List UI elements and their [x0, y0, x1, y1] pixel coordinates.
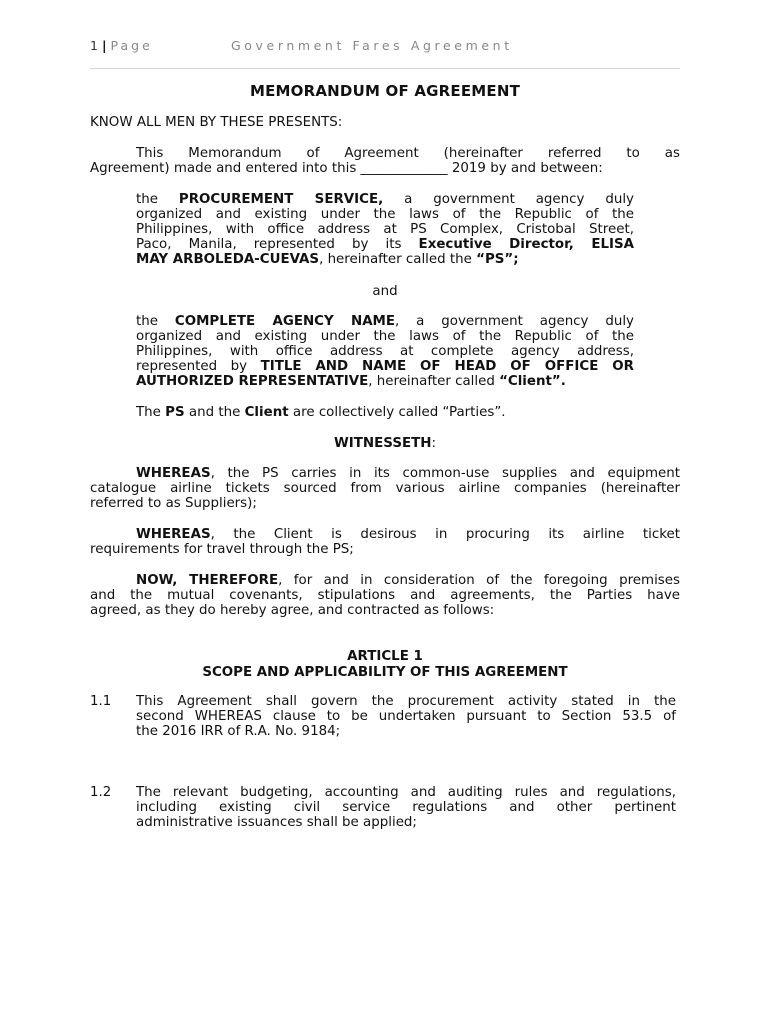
party-alias: “Client”.	[499, 374, 566, 389]
party-name: COMPLETE AGENCY NAME	[174, 314, 396, 329]
party-representative: Executive Director, ELISA	[418, 237, 634, 252]
parties-text: are collectively called “Parties”.	[292, 405, 506, 420]
party-name: PROCUREMENT SERVICE,	[178, 192, 384, 207]
whereas-keyword: WHEREAS	[136, 527, 211, 542]
section-line: The relevant budgeting, accounting and auditing rules and regulations,	[136, 785, 676, 800]
whereas-line: requirements for travel through the PS;	[90, 542, 354, 557]
witnesseth-heading	[90, 436, 680, 451]
article-title: SCOPE AND APPLICABILITY OF THIS AGREEMENT	[202, 665, 568, 680]
section-line: administrative issuances shall be applied;	[136, 815, 417, 830]
parties-text: and the	[188, 405, 241, 420]
party-text: , hereinafter called the	[319, 252, 472, 267]
party-line	[136, 252, 634, 267]
whereas-line	[136, 466, 680, 481]
party-alias: “PS”;	[476, 252, 519, 267]
section-line: This Agreement shall govern the procurement activity stated in the	[136, 694, 676, 709]
intro-line: Agreement) made and entered into this _____________ 2019 by and between:	[90, 161, 603, 176]
party-text: the	[136, 192, 158, 207]
party-line	[136, 374, 634, 389]
parties-definition	[136, 405, 506, 420]
article-number: ARTICLE 1	[347, 649, 423, 664]
page-label: Page	[110, 38, 153, 53]
whereas-line: referred to as Suppliers);	[90, 496, 257, 511]
header-separator: |	[101, 38, 107, 53]
whereas-text: , the Client is desirous in procuring its airline ticket	[210, 527, 680, 542]
whereas-line: catalogue airline tickets sourced from various airline companies (hereinafter	[90, 481, 680, 496]
whereas-line	[136, 527, 680, 542]
parties-client: Client	[244, 405, 289, 420]
whereas-text: , the PS carries in its common-use supplies and equipment	[210, 466, 680, 481]
now-therefore-line: agreed, as they do hereby agree, and contracted as follows:	[90, 603, 495, 618]
page-header	[90, 38, 513, 53]
document-title: MEMORANDUM OF AGREEMENT	[249, 82, 521, 100]
witnesseth-label: WITNESSETH	[334, 436, 432, 451]
section-line: the 2016 IRR of R.A. No. 9184;	[136, 724, 341, 739]
party-text: a government agency duly	[404, 192, 634, 207]
now-therefore-text: , for and in consideration of the foregoing premises	[278, 573, 680, 588]
party-text: , hereinafter called	[368, 374, 495, 389]
witnesseth-colon: :	[431, 436, 436, 451]
now-therefore-keyword: NOW, THEREFORE	[136, 573, 279, 588]
intro-line: This Memorandum of Agreement (hereinafter referred to as	[136, 146, 680, 161]
salutation: KNOW ALL MEN BY THESE PRESENTS:	[90, 115, 343, 130]
party-text: , a government agency duly	[395, 314, 634, 329]
party-line: Philippines, with office address at complete agency address,	[136, 344, 634, 359]
party-line: organized and existing under the laws of the Republic of the	[136, 329, 634, 344]
party-line: organized and existing under the laws of the Republic of the	[136, 207, 634, 222]
section-line: second WHEREAS clause to be undertaken pursuant to Section 53.5 of	[136, 709, 676, 724]
parties-text: The	[136, 405, 161, 420]
party-text: Paco, Manila, represented by its	[136, 237, 402, 252]
section-number: 1.1	[90, 694, 112, 709]
and-separator: and	[372, 284, 398, 299]
party-representative: TITLE AND NAME OF HEAD OF OFFICE OR	[260, 359, 634, 374]
party-text: represented by	[136, 359, 248, 374]
now-therefore-line	[136, 573, 680, 588]
party-line	[136, 314, 634, 329]
header-divider	[90, 68, 680, 69]
header-document-name: Government Fares Agreement	[231, 38, 513, 53]
party-representative: AUTHORIZED REPRESENTATIVE	[136, 374, 369, 389]
party-text: the	[136, 314, 158, 329]
now-therefore-line: and the mutual covenants, stipulations and agreements, the Parties have	[90, 588, 680, 603]
party-line: Philippines, with office address at PS Complex, Cristobal Street,	[136, 222, 634, 237]
party-line	[136, 192, 634, 207]
section-number: 1.2	[90, 785, 112, 800]
party-line	[136, 237, 634, 252]
page-number: 1	[90, 38, 98, 53]
party-line	[136, 359, 634, 374]
section-line: including existing civil service regulations and other pertinent	[136, 800, 676, 815]
whereas-keyword: WHEREAS	[136, 466, 211, 481]
party-representative: MAY ARBOLEDA-CUEVAS	[136, 252, 320, 267]
parties-ps: PS	[165, 405, 185, 420]
